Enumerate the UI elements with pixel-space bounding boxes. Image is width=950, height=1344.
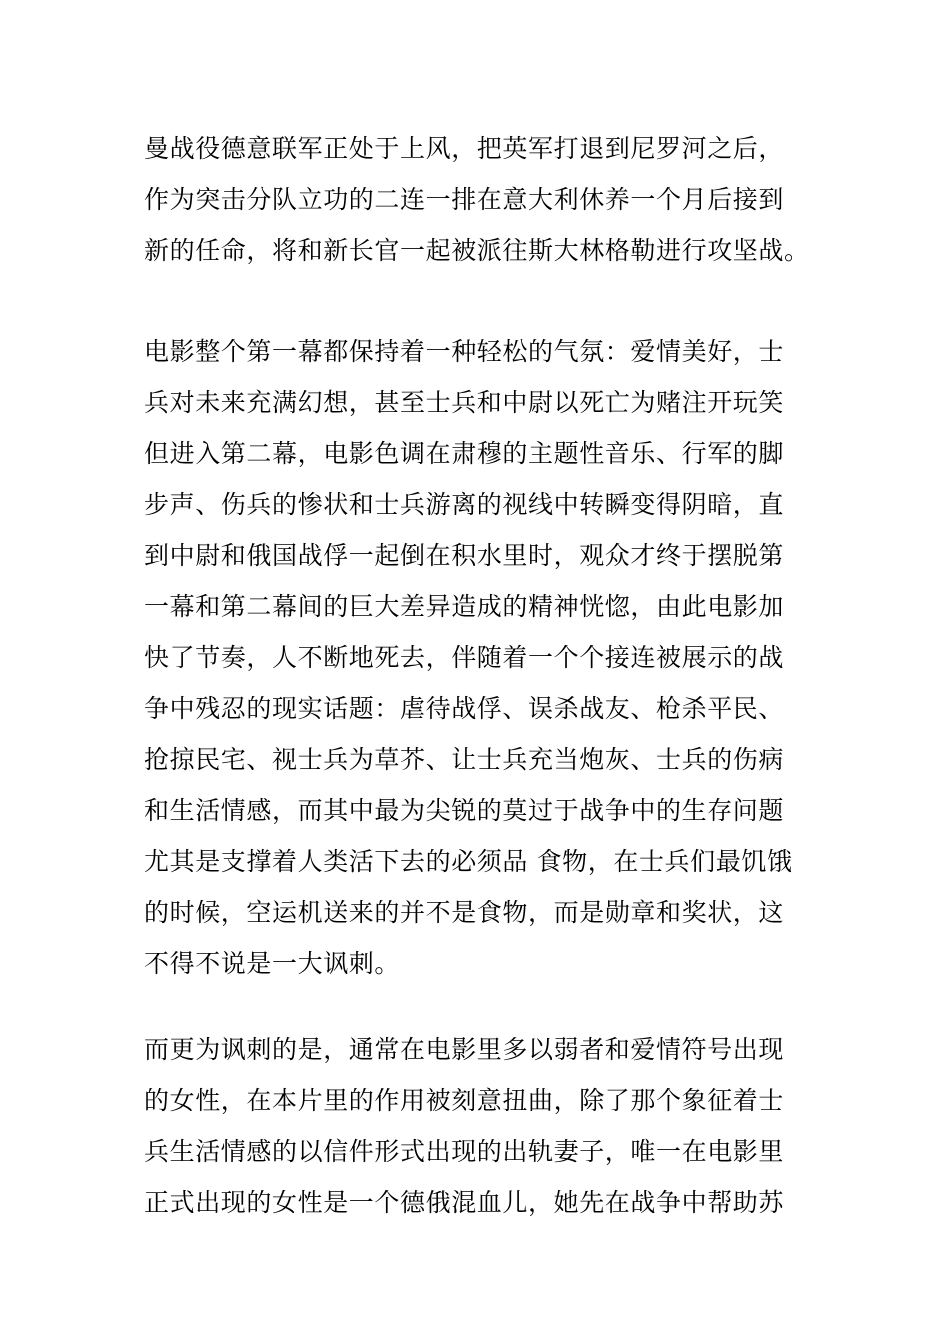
text-line: 争中残忍的现实话题：虐待战俘、误杀战友、枪杀平民、 [144,694,785,723]
paragraph-1 [144,123,824,276]
text-line: 尤其是支撑着人类活下去的必须品 食物，在士兵们最饥饿 [144,847,793,876]
text-line: 的时候，空运机送来的并不是食物，而是勋章和奖状，这 [144,898,785,927]
paragraph-2 [144,326,824,989]
text-line: 而更为讽刺的是，通常在电影里多以弱者和爱情符号出现 [144,1035,785,1064]
text-line: 兵对未来充满幻想，甚至士兵和中尉以死亡为赌注开玩笑 [144,388,785,417]
text-line: 快了节奏，人不断地死去，伴随着一个个接连被展示的战 [144,643,785,672]
text-line: 步声、伤兵的惨状和士兵游离的视线中转瞬变得阴暗，直 [144,490,785,519]
text-line: 一幕和第二幕间的巨大差异造成的精神恍惚，由此电影加 [144,592,785,621]
text-line: 到中尉和俄国战俘一起倒在积水里时，观众才终于摆脱第 [144,541,785,570]
text-line: 不得不说是一大讽刺。 [144,949,401,978]
text-line: 和生活情感，而其中最为尖锐的莫过于战争中的生存问题 [144,796,785,825]
text-line: 抢掠民宅、视士兵为草芥、让士兵充当炮灰、士兵的伤病 [144,745,785,774]
text-line: 新的任命，将和新长官一起被派往斯大林格勒进行攻坚战。 [144,236,810,265]
text-line: 正式出现的女性是一个德俄混血儿，她先在战争中帮助苏 [144,1188,785,1217]
text-line: 电影整个第一幕都保持着一种轻松的气氛：爱情美好，士 [144,337,785,366]
text-line: 但进入第二幕，电影色调在肃穆的主题性音乐、行军的脚 [144,439,785,468]
paragraph-3 [144,1024,824,1228]
text-line: 的女性，在本片里的作用被刻意扭曲，除了那个象征着士 [144,1086,785,1115]
text-line: 作为突击分队立功的二连一排在意大利休养一个月后接到 [144,185,785,214]
text-line: 兵生活情感的以信件形式出现的出轨妻子，唯一在电影里 [144,1137,785,1166]
text-line: 曼战役德意联军正处于上风，把英军打退到尼罗河之后， [144,134,785,163]
